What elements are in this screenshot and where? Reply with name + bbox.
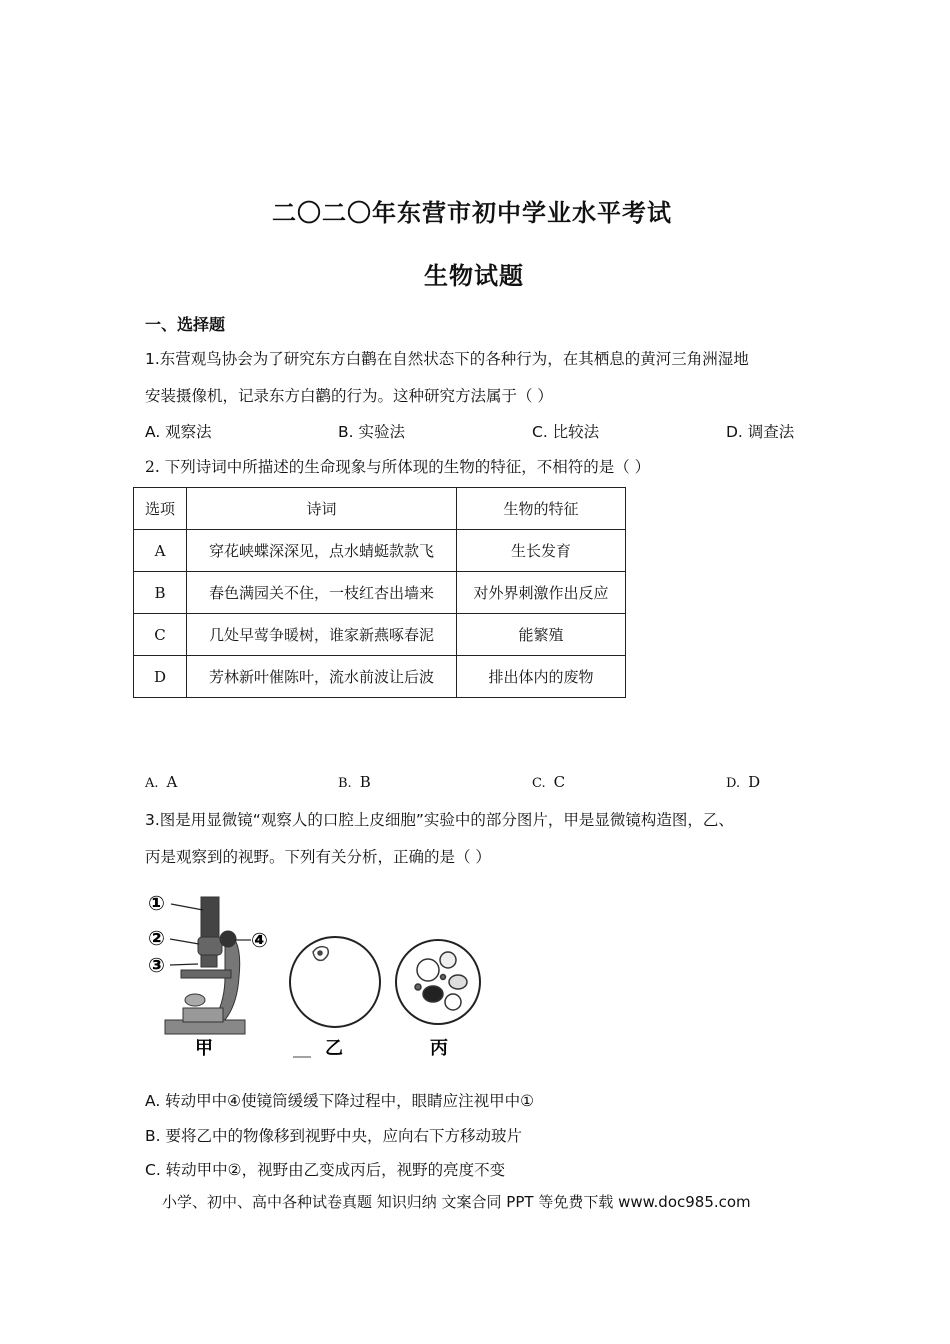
table-cell: 对外界刺激作出反应 bbox=[457, 572, 626, 614]
view-yi-circle bbox=[290, 937, 380, 1027]
marker-2: ② bbox=[148, 926, 165, 950]
table-cell: D bbox=[134, 656, 187, 698]
table-cell: 春色满园关不住，一枝红杏出墙来 bbox=[187, 572, 457, 614]
section-heading: 一、选择题 bbox=[145, 315, 226, 334]
view-yi-cell bbox=[313, 947, 328, 961]
marker-3: ③ bbox=[148, 953, 165, 977]
label-bing: 丙 bbox=[430, 1038, 448, 1059]
q1-option-c: C. 比较法 bbox=[532, 423, 600, 441]
table-row bbox=[134, 572, 626, 614]
table-cell: 几处早莺争暖树，谁家新燕啄春泥 bbox=[187, 614, 457, 656]
subject-title: 生物试题 bbox=[424, 261, 524, 290]
table-header-cell: 诗词 bbox=[187, 488, 457, 530]
q2-option-b bbox=[338, 773, 371, 791]
q1-option-d: D. 调查法 bbox=[726, 423, 795, 441]
table-row bbox=[134, 656, 626, 698]
q3-option-a: A. 转动甲中④使镜筒缓缓下降过程中，眼睛应注视甲中① bbox=[145, 1092, 534, 1110]
q3-stem-line2: 丙是观察到的视野。下列有关分析，正确的是（ ） bbox=[145, 848, 491, 866]
option-value: A bbox=[166, 773, 178, 791]
microscope-figure bbox=[143, 882, 483, 1072]
table-row bbox=[134, 530, 626, 572]
q2-option-d bbox=[726, 773, 760, 791]
table-cell: 穿花峡蝶深深见，点水蜻蜓款款飞 bbox=[187, 530, 457, 572]
table-row bbox=[134, 614, 626, 656]
option-value: D bbox=[748, 773, 761, 791]
marker-4: ④ bbox=[251, 928, 268, 952]
option-letter: A. bbox=[145, 776, 159, 791]
q2-option-a bbox=[145, 773, 177, 791]
poem-table bbox=[133, 487, 626, 698]
table-cell: A bbox=[134, 530, 187, 572]
q1-stem-line1: 1.东营观鸟协会为了研究东方白鹳在自然状态下的各种行为，在其栖息的黄河三角洲湿地 bbox=[145, 350, 749, 368]
option-letter: B. bbox=[338, 776, 352, 791]
exam-title: 二〇二〇年东营市初中学业水平考试 bbox=[272, 198, 672, 227]
microscope-illustration bbox=[165, 897, 245, 1034]
label-jia: 甲 bbox=[195, 1038, 213, 1059]
table-cell: B bbox=[134, 572, 187, 614]
q2-stem: 2. 下列诗词中所描述的生命现象与所体现的生物的特征，不相符的是（ ） bbox=[145, 458, 651, 476]
table-cell: 排出体内的废物 bbox=[457, 656, 626, 698]
table-header-row bbox=[134, 488, 626, 530]
view-bing-cells bbox=[415, 952, 467, 1010]
table-header-cell: 选项 bbox=[134, 488, 187, 530]
footer-promo: 小学、初中、高中各种试卷真题 知识归纳 文案合同 PPT 等免费下载 www.doc985.com bbox=[162, 1193, 751, 1211]
q1-option-b: B. 实验法 bbox=[338, 423, 405, 441]
table-cell: 芳林新叶催陈叶，流水前波让后波 bbox=[187, 656, 457, 698]
q3-stem-line1: 3.图是用显微镜“观察人的口腔上皮细胞”实验中的部分图片，甲是显微镜构造图，乙、 bbox=[145, 811, 734, 829]
q2-option-c bbox=[532, 773, 565, 791]
option-letter: C. bbox=[532, 776, 546, 791]
option-letter: D. bbox=[726, 776, 741, 791]
table-header-cell: 生物的特征 bbox=[457, 488, 626, 530]
table-cell: 能繁殖 bbox=[457, 614, 626, 656]
q1-stem-line2: 安装摄像机，记录东方白鹳的行为。这种研究方法属于（ ） bbox=[145, 387, 553, 405]
table-cell: C bbox=[134, 614, 187, 656]
marker-1: ① bbox=[148, 891, 165, 915]
q3-option-b: B. 要将乙中的物像移到视野中央，应向右下方移动玻片 bbox=[145, 1127, 522, 1145]
label-yi: 乙 bbox=[325, 1038, 343, 1059]
q3-option-c: C. 转动甲中②，视野由乙变成丙后，视野的亮度不变 bbox=[145, 1161, 506, 1179]
option-value: C bbox=[553, 773, 566, 791]
option-value: B bbox=[359, 773, 371, 791]
table-cell: 生长发育 bbox=[457, 530, 626, 572]
q1-option-a: A. 观察法 bbox=[145, 423, 212, 441]
